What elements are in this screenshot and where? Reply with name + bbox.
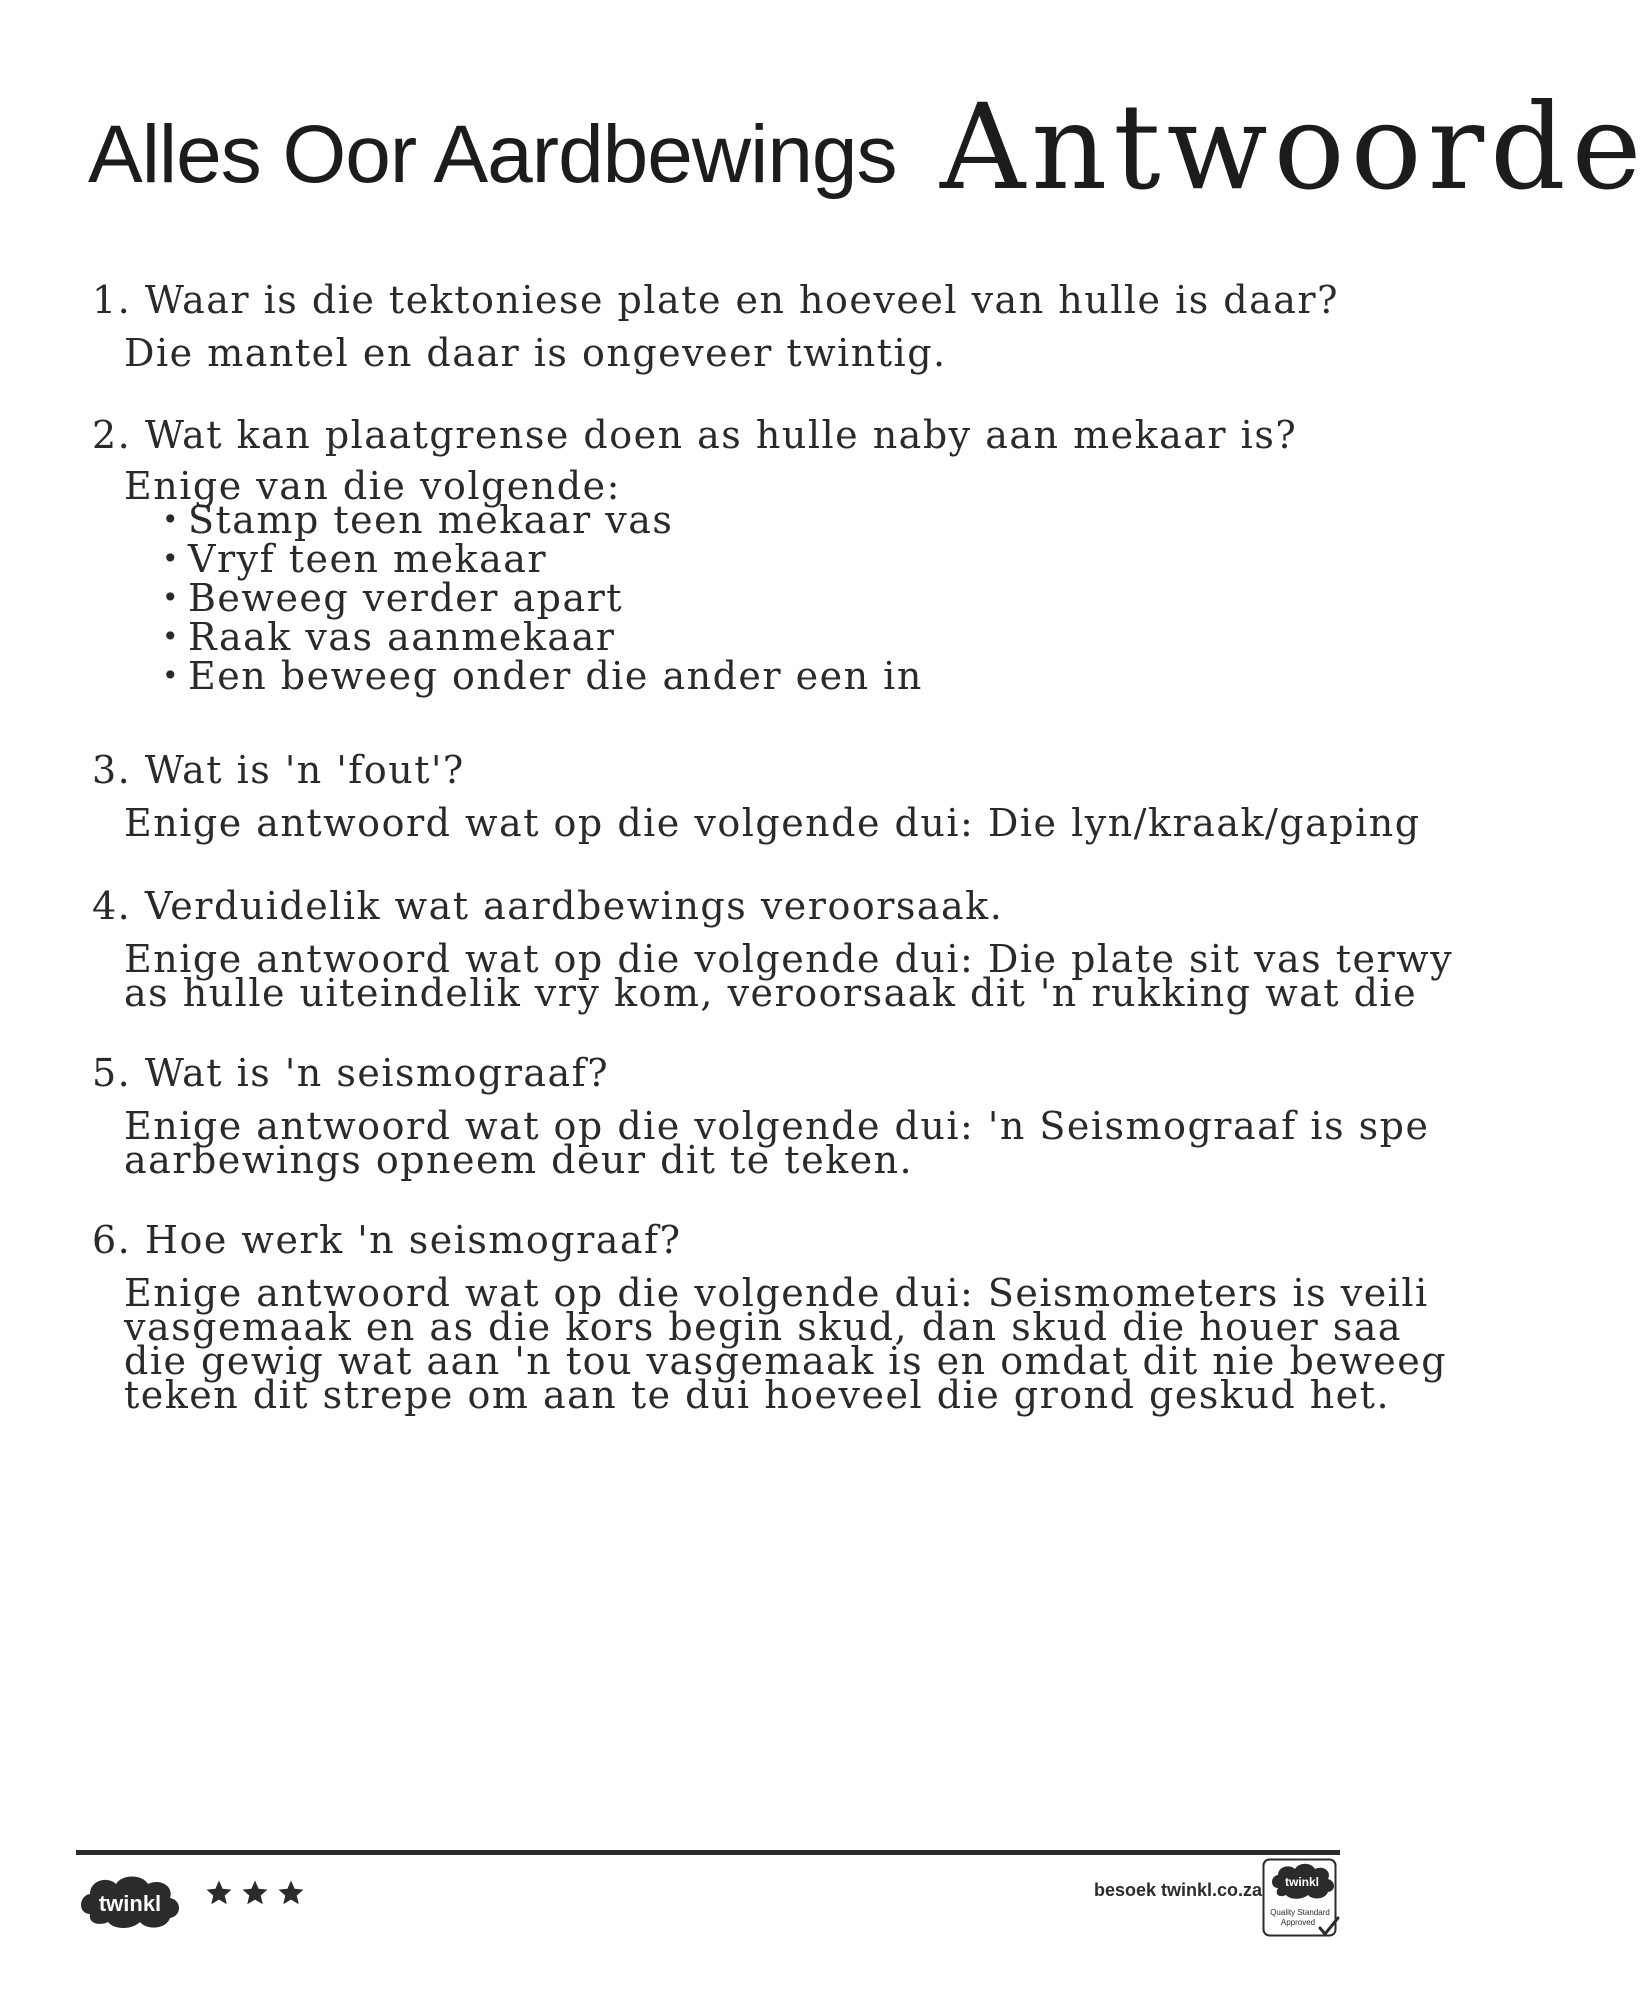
quality-badge xyxy=(1262,1858,1340,1940)
answer-line: Enige antwoord wat op die volgende dui: Die plate sit vas terwy xyxy=(124,936,1454,981)
question-text: 3. Wat is 'n 'fout'? xyxy=(92,748,465,792)
answer-text xyxy=(124,936,1454,1015)
star-icon xyxy=(276,1878,306,1908)
question-text: 4. Verduidelik wat aardbewings veroorsaak. xyxy=(92,884,1004,928)
question-text: 5. Wat is 'n seismograaf? xyxy=(92,1051,610,1095)
footer-divider xyxy=(76,1850,1340,1855)
bullet-icon: • xyxy=(162,580,181,614)
question-item-6 xyxy=(92,1218,1448,1417)
bullet-icon: • xyxy=(162,619,181,653)
twinkl-logo[interactable] xyxy=(76,1870,184,1932)
answer-line: Die mantel en daar is ongeveer twintig. xyxy=(124,330,947,375)
bullet-text: Vryf teen mekaar xyxy=(188,536,548,581)
bullet-text: Een beweeg onder die ander een in xyxy=(188,653,923,698)
bullet-list xyxy=(162,497,1414,698)
answer-line: Enige antwoord wat op die volgende dui: Seismometers is veili xyxy=(124,1270,1429,1315)
question-text: 1. Waar is die tektoniese plate en hoeveel van hulle is daar? xyxy=(92,278,1339,322)
answer-text xyxy=(124,800,1421,845)
badge-title: twinkl xyxy=(1284,1875,1320,1889)
list-item xyxy=(162,497,1414,542)
answer-line: Enige van die volgende: xyxy=(124,463,621,508)
bullet-text: Stamp teen mekaar vas xyxy=(188,497,674,542)
question-text: 6. Hoe werk 'n seismograaf? xyxy=(92,1218,682,1262)
page-title: Alles Oor Aardbewings xyxy=(88,109,897,200)
answer-line: Enige antwoord wat op die volgende dui: Die lyn/kraak/gaping xyxy=(124,800,1421,845)
answer-text xyxy=(124,1270,1448,1417)
answer-line: vasgemaak en as die kors begin skud, dan skud die houer saa xyxy=(124,1304,1403,1349)
badge-line-2: Approved xyxy=(1280,1918,1316,1927)
bullet-icon: • xyxy=(162,541,181,575)
answer-line: die gewig wat aan 'n tou vasgemaak is en omdat dit nie beweeg xyxy=(124,1338,1448,1383)
list-item xyxy=(162,536,1414,581)
answer-text xyxy=(124,463,1414,508)
question-text: 2. Wat kan plaatgrense doen as hulle naby aan mekaar is? xyxy=(92,413,1298,457)
question-item-4 xyxy=(92,884,1454,1015)
answer-text xyxy=(124,1103,1430,1182)
question-item-3 xyxy=(92,748,1421,845)
star-icon xyxy=(204,1878,234,1908)
bullet-icon: • xyxy=(162,502,181,536)
question-item-2 xyxy=(92,415,1414,696)
list-item xyxy=(162,653,1414,698)
answer-line: teken dit strepe om aan te dui hoeveel die grond geskud het. xyxy=(124,1372,1391,1417)
list-item xyxy=(162,614,1414,659)
difficulty-stars xyxy=(204,1878,306,1908)
answer-line: as hulle uiteindelik vry kom, veroorsaak dit 'n rukking wat die xyxy=(124,970,1418,1015)
star-icon xyxy=(240,1878,270,1908)
bullet-text: Beweeg verder apart xyxy=(188,575,624,620)
question-item-1 xyxy=(92,278,1414,375)
answer-text xyxy=(124,330,1414,375)
page-title-answers: Antwoorde xyxy=(940,78,1648,216)
bullet-text: Raak vas aanmekaar xyxy=(188,614,616,659)
list-item xyxy=(162,575,1414,620)
question-item-5 xyxy=(92,1051,1430,1182)
visit-link[interactable]: besoek twinkl.co.za xyxy=(1094,1880,1263,1900)
bullet-icon: • xyxy=(162,658,181,692)
badge-line-1: Quality Standard xyxy=(1270,1908,1330,1917)
answer-line: aarbewings opneem deur dit te teken. xyxy=(124,1137,914,1182)
answer-line: Enige antwoord wat op die volgende dui: 'n Seismograaf is spe xyxy=(124,1103,1430,1148)
logo-text: twinkl xyxy=(98,1891,162,1916)
